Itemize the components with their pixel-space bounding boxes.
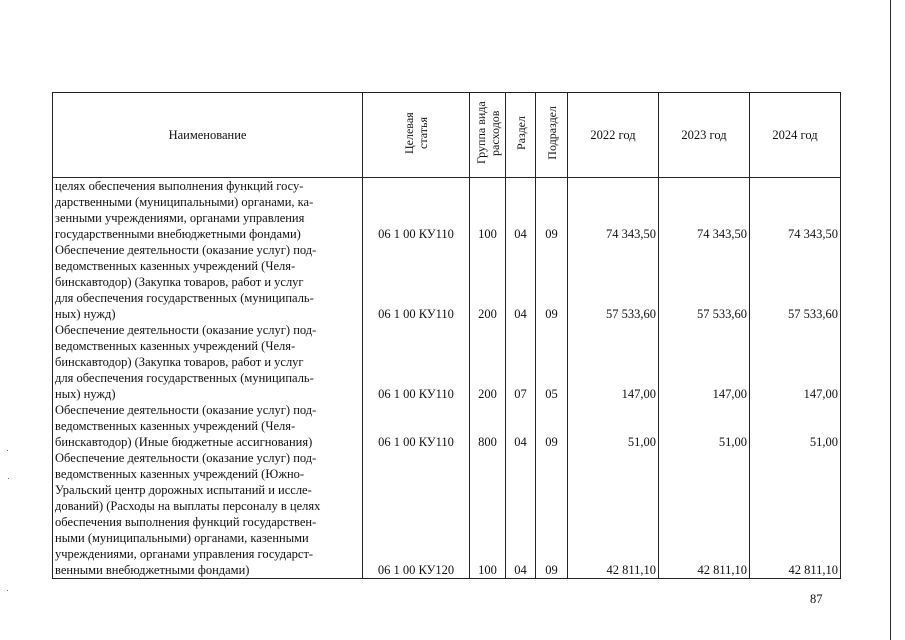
table-row xyxy=(53,242,841,322)
header-subsection: Подраздел xyxy=(536,93,568,178)
row-value-2022: 57 533,60 xyxy=(568,242,659,322)
row-group: 100 xyxy=(470,178,506,243)
header-2022: 2022 год xyxy=(568,93,659,178)
table-row xyxy=(53,402,841,450)
row-group: 100 xyxy=(470,450,506,579)
row-target: 06 1 00 КУ110 xyxy=(363,178,470,243)
row-value-2023: 42 811,10 xyxy=(659,450,750,579)
row-name: Обеспечение деятельности (оказание услуг) под- ведомственных казенных учреждений (Южно- Уральский центр дорожных испытаний и иссле- дований) (Расходы на выплаты персоналу в целях обеспечения выполнения функций государствен- ными (муниципальными) органами, казенными учреждениями, органами управления государст- венными внебюджетными фондами) xyxy=(53,450,363,579)
row-subsection: 09 xyxy=(536,178,568,243)
row-name: Обеспечение деятельности (оказание услуг) под- ведомственных казенных учреждений (Челя- бинскавтодор) (Иные бюджетные ассигнования) xyxy=(53,402,363,450)
row-target: 06 1 00 КУ110 xyxy=(363,402,470,450)
table-row xyxy=(53,178,841,243)
row-group: 200 xyxy=(470,242,506,322)
row-name: целях обеспечения выполнения функций госу- дарственными (муниципальными) органами, ка- зенными учреждениями, органами управления государственными внебюджетными фондами) xyxy=(53,178,363,243)
row-value-2022: 74 343,50 xyxy=(568,178,659,243)
header-target: Целевая статья xyxy=(363,93,470,178)
row-value-2024: 51,00 xyxy=(750,402,841,450)
row-section: 04 xyxy=(506,450,536,579)
table-row xyxy=(53,450,841,579)
header-2024: 2024 год xyxy=(750,93,841,178)
row-target: 06 1 00 КУ110 xyxy=(363,322,470,402)
row-name: Обеспечение деятельности (оказание услуг) под- ведомственных казенных учреждений (Челя- бинскавтодор) (Закупка товаров, работ и услуг для обеспечения государственных (муниципаль- ных) нужд) xyxy=(53,242,363,322)
row-subsection: 09 xyxy=(536,450,568,579)
page-number: 87 xyxy=(810,592,823,606)
row-section: 04 xyxy=(506,402,536,450)
scan-speck xyxy=(8,478,9,479)
header-group: Группа вида расходов xyxy=(470,93,506,178)
row-value-2024: 147,00 xyxy=(750,322,841,402)
row-value-2022: 147,00 xyxy=(568,322,659,402)
row-target: 06 1 00 КУ120 xyxy=(363,450,470,579)
row-value-2022: 51,00 xyxy=(568,402,659,450)
row-section: 04 xyxy=(506,242,536,322)
row-subsection: 05 xyxy=(536,322,568,402)
row-value-2024: 74 343,50 xyxy=(750,178,841,243)
row-value-2024: 42 811,10 xyxy=(750,450,841,579)
row-group: 200 xyxy=(470,322,506,402)
header-2023: 2023 год xyxy=(659,93,750,178)
row-subsection: 09 xyxy=(536,242,568,322)
budget-table xyxy=(52,92,841,579)
scan-speck xyxy=(7,450,8,451)
row-target: 06 1 00 КУ110 xyxy=(363,242,470,322)
table-header-row xyxy=(53,93,841,178)
row-value-2023: 57 533,60 xyxy=(659,242,750,322)
row-value-2022: 42 811,10 xyxy=(568,450,659,579)
row-value-2024: 57 533,60 xyxy=(750,242,841,322)
row-group: 800 xyxy=(470,402,506,450)
row-value-2023: 147,00 xyxy=(659,322,750,402)
header-section: Раздел xyxy=(506,93,536,178)
row-section: 04 xyxy=(506,178,536,243)
row-value-2023: 74 343,50 xyxy=(659,178,750,243)
scan-speck xyxy=(7,590,8,591)
row-name: Обеспечение деятельности (оказание услуг) под- ведомственных казенных учреждений (Челя- бинскавтодор) (Закупка товаров, работ и услуг для обеспечения государственных (муниципаль- ных) нужд) xyxy=(53,322,363,402)
row-subsection: 09 xyxy=(536,402,568,450)
header-name: Наименование xyxy=(53,93,363,178)
row-section: 07 xyxy=(506,322,536,402)
table-row xyxy=(53,322,841,402)
row-value-2023: 51,00 xyxy=(659,402,750,450)
scan-edge-line xyxy=(890,0,891,640)
